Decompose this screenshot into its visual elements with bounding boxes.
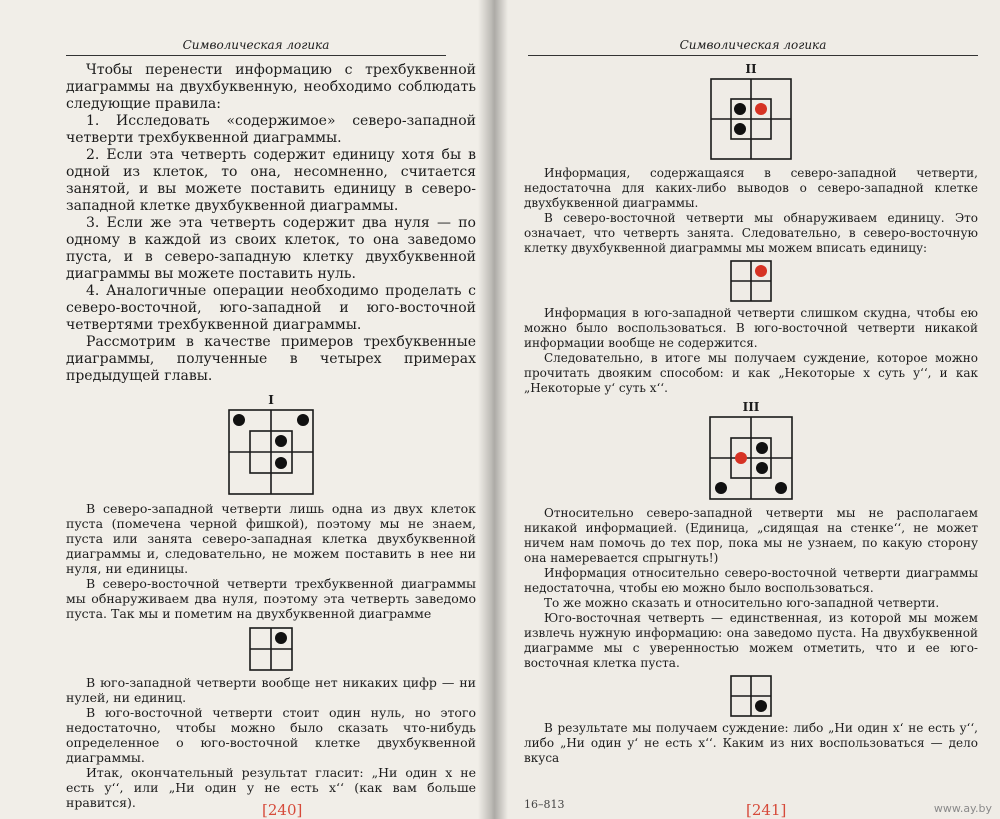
left-page bbox=[0, 0, 492, 819]
printer-signature: 16–813 bbox=[524, 798, 565, 811]
page-number-left: [240] bbox=[262, 801, 303, 819]
counter-black bbox=[734, 123, 746, 135]
figure-label-iii: III bbox=[742, 400, 760, 414]
figure-ii bbox=[524, 78, 978, 160]
right-paragraph-5: Относительно северо-западной четверти мы не располагаем никакой информацией. (Единица, „сидящая на стенке‘‘, не может ничем нам помочь до тех пор, пока мы не узнаем, по какую сторону она намеревается спрыгнуть!) bbox=[524, 506, 978, 565]
right-page bbox=[492, 0, 1000, 819]
counter-black bbox=[756, 442, 768, 454]
counter-black bbox=[715, 482, 727, 494]
counter-red bbox=[755, 103, 767, 115]
figure-two-letter-right-2 bbox=[524, 675, 978, 717]
counter-black bbox=[775, 482, 787, 494]
left-paragraph-10: В юго-восточной четверти стоит один нуль, но этого недостаточно, чтобы можно было сказать что-нибудь определенное о юго-восточной клетке двухбуквенной диаграммы. bbox=[66, 705, 476, 765]
figure-label-i: I bbox=[268, 393, 274, 407]
left-paragraph-1: Чтобы перенести информацию с трехбуквенной диаграммы на двухбуквенную, необходимо соблюдать следующие правила: bbox=[66, 62, 476, 112]
counter-black bbox=[233, 414, 245, 426]
right-paragraph-6: Информация относительно северо-восточной четверти диаграммы недостаточна, чтобы ею можно было воспользоваться. bbox=[524, 566, 978, 595]
left-paragraph-4: 3. Если же эта четверть содержит два нуля — по одному в каждой из своих клеток, то она заведомо пуста, и в северо-западную клетку двухбуквенной диаграммы вы можете поставить нуль. bbox=[66, 215, 476, 282]
right-paragraph-2: В северо-восточной четверти мы обнаруживаем единицу. Это означает, что четверть занята. Следовательно, в северо-восточную клетку двухбуквенной диаграммы мы можем вписать единицу: bbox=[524, 211, 978, 255]
figure-i bbox=[66, 409, 476, 495]
figure-two-letter-right-1 bbox=[524, 260, 978, 302]
right-paragraph-7: То же можно сказать и относительно юго-западной четверти. bbox=[544, 596, 940, 610]
two-letter-diagram bbox=[249, 627, 293, 671]
counter-black bbox=[297, 414, 309, 426]
counter-black bbox=[275, 435, 287, 447]
figure-iii bbox=[524, 416, 978, 500]
figure-two-letter-left bbox=[66, 627, 476, 671]
page-number-right: [241] bbox=[746, 801, 787, 819]
right-paragraph-8: Юго-восточная четверть — единственная, из которой мы можем извлечь нужную информацию: она заведомо пуста. На двухбуквенной диаграмме мы с уверенностью можем отметить, что и ее юго-восточная клетка пуста. bbox=[524, 611, 978, 670]
counter-red bbox=[735, 452, 747, 464]
counter-black bbox=[275, 457, 287, 469]
two-letter-diagram bbox=[730, 260, 772, 302]
counter-black bbox=[756, 462, 768, 474]
left-paragraph-11: Итак, окончательный результат гласит: „Ни один x не есть y‘‘, или „Ни один y не есть x‘‘ (как вам больше нравится). bbox=[66, 765, 476, 810]
left-paragraph-9: В юго-западной четверти вообще нет никаких цифр — ни нулей, ни единиц. bbox=[66, 675, 476, 705]
three-letter-diagram-iii bbox=[709, 416, 793, 500]
left-paragraph-8: В северо-восточной четверти трехбуквенной диаграммы мы обнаруживаем два нуля, поэтому эта четверть заведомо пуста. Так мы и пометим на двухбуквенной диаграмме bbox=[66, 576, 476, 621]
three-letter-diagram-ii bbox=[710, 78, 792, 160]
running-head-left: Символическая логика bbox=[66, 38, 446, 56]
left-paragraph-3: 2. Если эта четверть содержит единицу хотя бы в одной из клеток, то она, несомненно, считается занятой, и вы можете поставить единицу в северо-западной клетке двухбуквенной диаграммы. bbox=[66, 147, 476, 214]
right-paragraph-9: В результате мы получаем суждение: либо „Ни один x‘ не есть y‘‘, либо „Ни один y‘ не есть x‘‘. Каким из них воспользоваться — дело вкуса bbox=[524, 721, 978, 765]
figure-label-ii: II bbox=[745, 62, 757, 76]
counter-black bbox=[755, 700, 767, 712]
counter-black bbox=[275, 632, 287, 644]
right-paragraph-3: Информация в юго-западной четверти слишком скудна, чтобы ею можно было воспользоваться. В юго-восточной четверти никакой информации вообще не содержится. bbox=[524, 306, 978, 350]
watermark: www.ay.by bbox=[933, 802, 992, 815]
running-head-right: Символическая логика bbox=[528, 38, 978, 56]
left-paragraph-2: 1. Исследовать «содержимое» северо-западной четверти трехбуквенной диаграммы. bbox=[66, 113, 476, 146]
counter-red bbox=[755, 265, 767, 277]
right-paragraph-4: Следовательно, в итоге мы получаем суждение, которое можно прочитать двояким способом: и как „Некоторые x суть y‘‘, и как „Некоторые y‘ суть x‘‘. bbox=[524, 351, 978, 395]
left-paragraph-5: 4. Аналогичные операции необходимо проделать с северо-восточной, юго-западной и юго-восточной четвертями трехбуквенной диаграммы. bbox=[66, 283, 476, 333]
left-paragraph-7: В северо-западной четверти лишь одна из двух клеток пуста (помечена черной фишкой), поэтому мы не знаем, пуста или занята северо-западная клетка двухбуквенной диаграммы и, следовательно, не можем поставить в нее ни нуля, ни единицы. bbox=[66, 501, 476, 576]
counter-black bbox=[734, 103, 746, 115]
right-paragraph-1: Информация, содержащаяся в северо-западной четверти, недостаточна для каких-либо выводов о северо-западной клетке двухбуквенной диаграммы. bbox=[524, 166, 978, 210]
three-letter-diagram-i bbox=[228, 409, 314, 495]
left-paragraph-6: Рассмотрим в качестве примеров трехбуквенные диаграммы, полученные в четырех примерах предыдущей главы. bbox=[66, 334, 476, 384]
two-letter-diagram bbox=[730, 675, 772, 717]
